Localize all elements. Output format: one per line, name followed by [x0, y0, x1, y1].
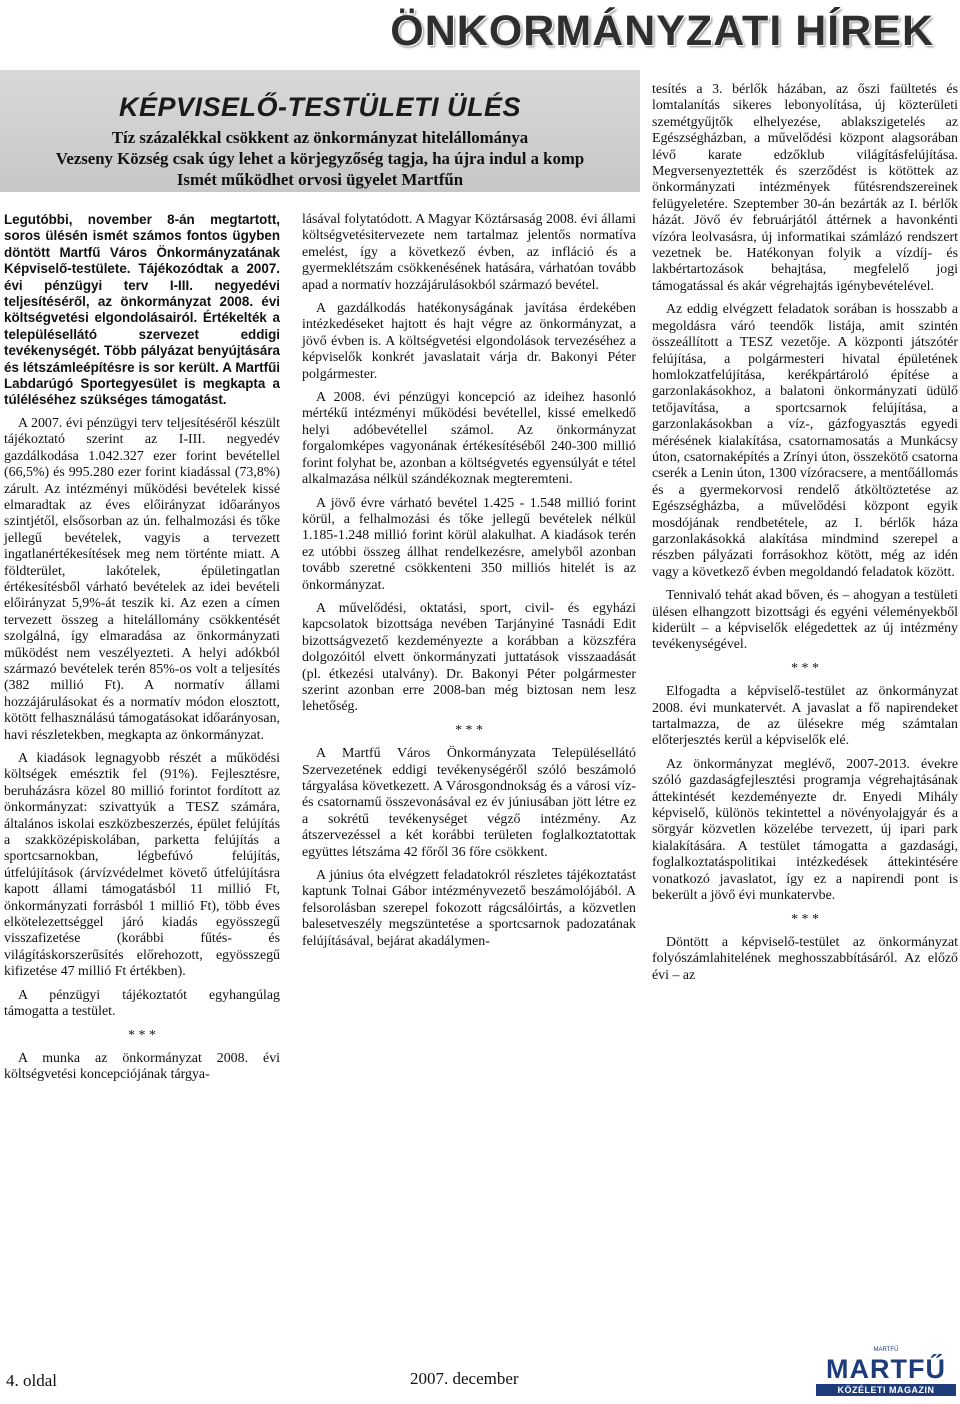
section-separator: * * * — [128, 1027, 156, 1043]
paragraph: A 2008. évi pénzügyi koncepció az ideihez hasonló mértékű intézményi működési bevétellel, kissé emelkedő helyi adóbevétellel számol. Az önkormányzat forgalomképes vagyonának értékesítéséből 240-300 millió forint folyhat be, azonban a költségvetés egyensúlyát e tétel alkalmazása nélkül szándékoznak megteremteni. — [302, 390, 636, 488]
section-separator: * * * — [455, 722, 483, 738]
header-band — [0, 0, 960, 62]
logo-crest-text: MARTFŰ — [873, 1347, 899, 1353]
text-column-3 — [652, 82, 958, 984]
paragraph: Tennivaló tehát akad bőven, és – ahogyan a testületi ülésen elhangzott bizottsági és egyéni véleményekből kiderült – a képviselők elégedettek az új intézmény tevékenységével. — [652, 588, 958, 653]
paragraph: Az eddig elvégzett feladatok sorában is hosszabb a megoldásra váró teendők listája, amit szintén összeállított a TESZ vezetője. A központi játszótér felújítása, a polgármesteri hivatal épületének homlokzatfelújítása, kerékpártároló építése a garzonlakásokhoz, a balatoni önkormányzati üdülő tetőjavítása, a sportcsarnok felújítása, a garzonlakásokban a víz-, gázfogyasztás egyedi mérésének kialakítása, csatornamosatás a Munkácsy úton, csatornaképítés a Zrínyi úton, összekötő csatorna cserék a Lenin úton, 1300 vízóracsere, a mentőállomás és a gyermekorvosi rendelő átköltöztetése az Egészségházba, a művelődési központ egyik mosdójának rendbetétele, az I. bérlők háza garzonlakásokká alakítása mindmind szerepel a részben pályázati forrásokhoz kötött, még az idén vagy a következő évben megoldandó feladatok között. — [652, 302, 958, 580]
logo-subtitle: KÖZÉLETI MAGAZIN — [816, 1384, 956, 1396]
paragraph: lásával folytatódott. A Magyar Köztársaság 2008. évi állami költségvetésitervezete nem tartalmaz jelentős normatíva emelést, így a következő évben, az infláció és a gyermeklétszám csökkenésének hatására, várhatóan tovább apad a normatív hozzájárulásokból származó bevétel. — [302, 212, 636, 293]
paragraph: tesítés a 3. bérlők házában, az őszi faültetés és lomtalanítás sikeres lebonyolítása, új közterületi szemétgyűjtők elhelyezése, ablakszigetelés az Egészségházban, a művelődési központ alagsorában lévő karate edzőklub világításfelújítása. Megversenyeztették és szerződést is kötöttek az önkormányzati intézmények fűtésrendszereinek felügyeletére. Szeptember 30-án bezárták az I. bérlők házát. Jövő év februárjától áttérnek a havonkénti vízóra leolvasásra, új informatikai számlázó rendszert vezetnek be. Hatékonyan folyik a vízdíj- és lakbértartozások behajtása, megfelelő jogi támogatással és akár végrehajtás igénybevételével. — [652, 82, 958, 294]
section-separator: * * * — [791, 660, 819, 676]
article-title-box — [0, 70, 640, 192]
paragraph: A Martfű Város Önkormányzata Településellátó Szervezetének eddigi tevékenységéről szóló beszámoló tárgyalása következett. A Városgondnokság és a városi víz- és csatornamű összevonásával ez év júniusában jött létre ez a sokrétű tevékenységet végző intézmény. Az átszervezéssel a két korábbi területen foglalkoztatottak együttes létszáma 42 főről 36 főre csökkent. — [302, 746, 636, 860]
magazine-logo — [816, 1346, 956, 1400]
article-title: KÉPVISELŐ-TESTÜLETI ÜLÉS — [118, 92, 522, 122]
section-title: ÖNKORMÁNYZATI HÍREK — [390, 6, 934, 55]
paragraph: A június óta elvégzett feladatokról részletes tájékoztatást kaptunk Tolnai Gábor intézményvezető beszámolójából. A felsorolásban szerepel fokozott rágcsálóirtás, a közvetlen balesetveszély megszüntetése a sportcsarnok padozatának felújításával, bejárat akadálymen- — [302, 868, 636, 949]
paragraph: Az önkormányzat meglévő, 2007-2013. évekre szóló gazdaságfejlesztési programja végrehajtásának áttekintését kezdeményezte dr. Enyedi Mihály képviselő, különös tekintettel a növényolajgyár és a sörgyár közvetlen közelébe tervezett, új ipari park kialakítására. A testület támogatta a gazdasági, foglalkoztatáspolitikai intézkedések áttekintésére vonatkozó javaslatot, így ez a napirendi pont is bekerült a jövő évi munkatervbe. — [652, 756, 958, 904]
paragraph: A munka az önkormányzat 2008. évi költségvetési koncepciójának tárgya- — [4, 1050, 280, 1083]
logo-title: MARTFŰ — [826, 1354, 946, 1384]
paragraph: A jövő évre várható bevétel 1.425 - 1.548 millió forint körül, a felhalmozási és tőke jellegű bevételek nélkül 1.185-1.248 millió forint körül alakulhat. A kiadások terén ez utóbbi összeg állhat rendelkezésre, amelyből azonban tovább szeretné csökkenteni 350 milliós hitelét is az önkormányzat. — [302, 495, 636, 593]
paragraph: A 2007. évi pénzügyi terv teljesítéséről készült tájékoztató szerint az I-III. negyedév gazdálkodása 1.042.327 ezer forint bevétellel (66,5%) és 995.280 ezer forint kiadással (73,8%) zárult. Az intézményi működési bevételek kissé elmaradtak az éves előirányzat időarányos szintjétől, elsősorban az ún. felhalmozási és tőke jellegű bevételek, vagyis a tervezett ingatlanértékesítések meg nem történte miatt. A földterület, lakótelek, épületingatlan értékesítésből várható bevételek az idei bevételi előirányzat 5,9%-át teszik ki. Az ezen a címen tervezett összeg a hitelállomány csökkentését szolgálná, így elmaradása az önkormányzati működést nem veszélyezteti. A helyi adókból származó bevételek terén 85%-os volt a teljesítés (382 millió Ft). A normatív állami hozzájárulásokat és a normatív módon elosztott, kötött felhasználású támogatásokat időarányosan, havi részletekben, megkapta az önkormányzat. — [4, 415, 280, 743]
paragraph: A kiadások legnagyobb részét a működési költségek emésztik fel (91%). Fejlesztésre, beruházásra közel 80 millió forintot fordított az önkormányzat: szivattyúk a TESZ számára, általános iskolai eszközbeszerzés, épület felújítás a szakközépiskolában, parketta felújítás a sportcsarnokban, légbefúvó felújítás, útfelújítások (árvízvédelmet követő útfelújításra kapott állami támogatásból 11 millió Ft, önkormányzati forrásból 1 millió Ft), több éves elkötelezettséggel járó kiadás egyösszegű visszafizetése (korábbi fűtés- és világításkorszerűsítés előrehozott, egyösszegű kifizetése 47 millió Ft értékben). — [4, 751, 280, 980]
issue-date: 2007. december — [410, 1369, 519, 1388]
paragraph: Döntött a képviselő-testület az önkormányzat folyószámlahitelének meghosszabbításáról. Az előző évi – az — [652, 934, 958, 983]
paragraph: Elfogadta a képviselő-testület az önkormányzat 2008. évi munkatervét. A javaslat a fő napirendeket tartalmazza, de az ülésekre még számtalan előterjesztés kerül a képviselők elé. — [652, 684, 958, 749]
lead-paragraph: Legutóbbi, november 8-án megtartott, soros ülésén ismét számos fontos ügyben döntött Martfű Város Önkormányzatának Képviselő-testülete. Tájékozódtak a 2007. évi pénzügyi terv I-III. negyedévi teljesítéséről, az önkormányzat 2008. évi költségvetési elgondolásairól. Értékelték a településellátó szervezet eddigi tevékenységét. Több pályázat benyújtására és létszámleépítésre is sor került. A Martfűi Labdarúgó Sportegyesület is megkapta a túléléséhez szükséges támogatást. — [4, 212, 280, 408]
subtitle-3: Ismét működhet orvosi ügyelet Martfűn — [176, 170, 464, 189]
paragraph: A gazdálkodás hatékonyságának javítása érdekében intézkedéseket hajtott és hajt végre az önkormányzat, a jövő évben is. A költségvetési elgondolások tervezéséhez a képviselők konkrét javaslatait várja dr. Bakonyi Péter polgármester. — [302, 301, 636, 382]
paragraph: A pénzügyi tájékoztatót egyhangúlag támogatta a testület. — [4, 987, 280, 1020]
section-separator: * * * — [791, 911, 819, 927]
paragraph: A művelődési, oktatási, sport, civil- és egyházi kapcsolatok bizottsága nevében Tarjányiné Tasnádi Edit bizottságvezető kezdeményezte a korábban a közszféra dolgozóitól elvett önkormányzati juttatások visszaadását (pl. étkezési utalvány). Dr. Bakonyi Péter polgármester szerint azonban erre 2008-ban még biztosan nem lesz lehetőség. — [302, 600, 636, 715]
subtitle-1: Tíz százalékkal csökkent az önkormányzat hitelállománya — [111, 128, 529, 147]
text-column-1 — [4, 212, 280, 1084]
text-column-2 — [302, 212, 636, 950]
subtitle-2: Vezseny Község csak úgy lehet a körjegyzőség tagja, ha újra indul a komp — [55, 149, 585, 168]
page-number: 4. oldal — [6, 1371, 57, 1390]
